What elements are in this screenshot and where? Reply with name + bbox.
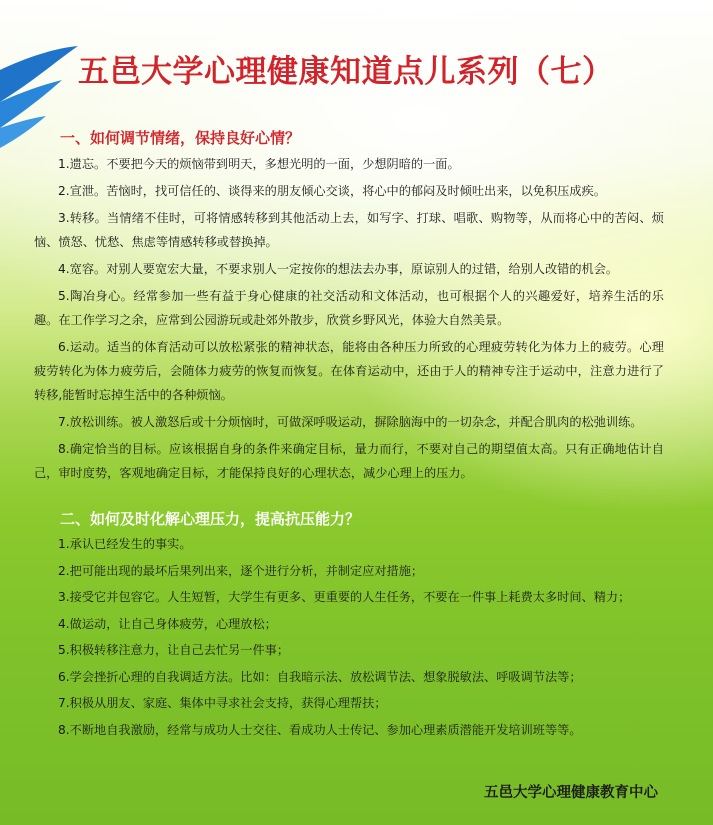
paragraph: 4.做运动，让自己身体疲劳，心理放松； (58, 616, 277, 631)
paragraph: 2.宣泄。苦恼时，找可信任的、谈得来的朋友倾心交谈，将心中的郁闷及时倾吐出来，以免积压成疾。 (58, 184, 606, 198)
paragraph: 8.不断地自我激励，经常与成功人士交往、看成功人士传记、参加心理素质潜能开发培训班等等。 (58, 722, 582, 737)
section-stress-body (34, 533, 664, 745)
section-heading-stress: 二、如何及时化解心理压力，提高抗压能力？ (60, 510, 361, 528)
paragraph: 3.接受它并包容它。人生短暂，大学生有更多、更重要的人生任务，不要在一件事上耗费太多时间、精力； (58, 590, 631, 604)
paragraph: 6.学会挫折心理的自我调适方法。比如：自我暗示法、放松调节法、想象脱敏法、呼吸调节法等； (58, 669, 582, 684)
paragraph: 3.转移。当情绪不佳时，可将情感转移到其他活动上去，如写字、打球、唱歌、购物等，从而将心中的苦闷、烦恼、愤怒、忧愁、焦虑等情感转移或替换掉。 (34, 211, 664, 249)
paragraph: 7.放松训练。被人激怒后或十分烦恼时，可做深呼吸运动，摒除脑海中的一切杂念，并配合肌肉的松弛训练。 (58, 415, 643, 429)
paragraph: 1.遗忘。不要把今天的烦恼带到明天，多想光明的一面，少想阴暗的一面。 (58, 157, 460, 171)
section-emotion-body (34, 152, 664, 488)
paragraph: 4.宽容。对别人要宽宏大量，不要求别人一定按你的想法去办事，原谅别人的过错，给别人改错的机会。 (58, 262, 619, 276)
paragraph: 6.运动。适当的体育活动可以放松紧张的精神状态，能将由各种压力所致的心理疲劳转化为体力上的疲劳。心理疲劳转化为体力疲劳后，会随体力疲劳的恢复而恢复。在体育运动中，还由于人的精神专注于运动中，注意力进行了转移,能暂时忘掉生活中的各种烦恼。 (34, 340, 664, 402)
paragraph: 2.把可能出现的最坏后果列出来，逐个进行分析，并制定应对措施； (58, 563, 424, 578)
page-title: 五邑大学心理健康知道点儿系列（七） (78, 54, 614, 90)
paragraph: 5.陶冶身心。经常参加一些有益于身心健康的社交活动和文体活动，也可根据个人的兴趣爱好，培养生活的乐趣。在工作学习之余，应常到公园游玩或赴郊外散步，欣赏乡野风光，体验大自然美景。 (34, 289, 664, 327)
footer-organization: 五邑大学心理健康教育中心 (484, 785, 658, 801)
paragraph: 1.承认已经发生的事实。 (58, 537, 192, 551)
paragraph: 5.积极转移注意力，让自己去忙另一件事； (58, 643, 290, 657)
paragraph: 8.确定恰当的目标。应该根据自身的条件来确定目标，量力而行，不要对自己的期望值太高。只有正确地估计自己，审时度势，客观地确定目标，才能保持良好的心理状态，减少心理上的压力。 (34, 442, 664, 480)
paragraph: 7.积极从朋友、家庭、集体中寻求社会支持，获得心理帮扶； (58, 696, 387, 710)
section-heading-emotion: 一、如何调节情绪，保持良好心情？ (60, 129, 301, 147)
